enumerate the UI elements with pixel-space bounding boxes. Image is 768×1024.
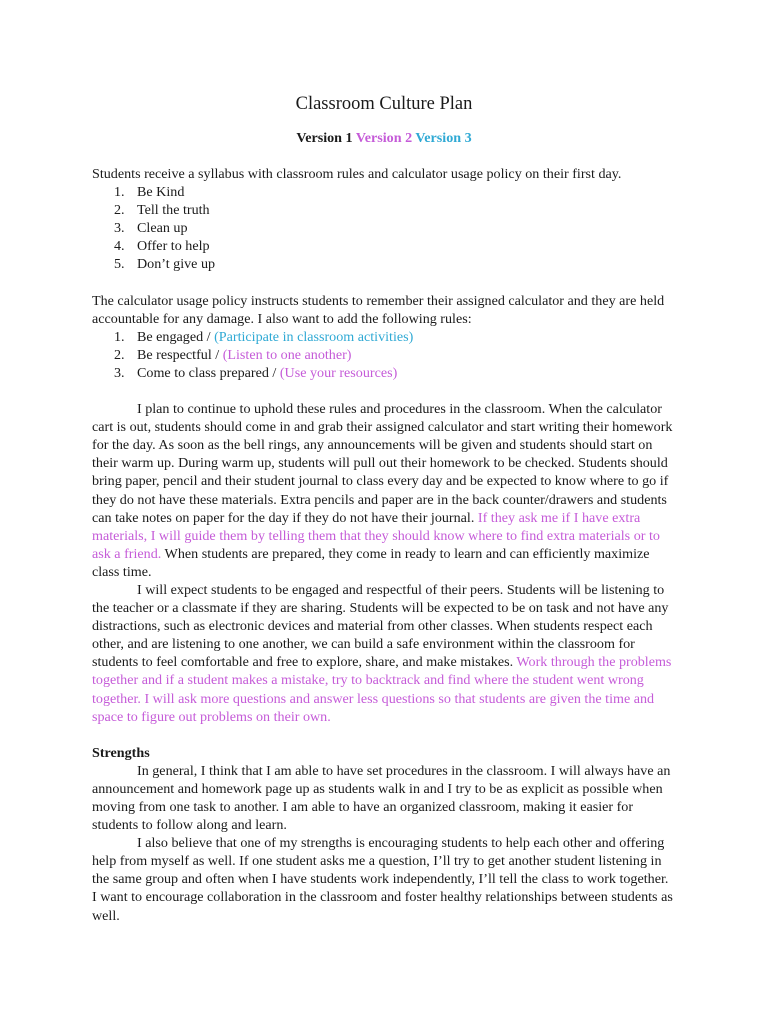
list-number: 2.: [114, 346, 125, 363]
spacer: [92, 274, 676, 292]
list-item: [92, 346, 676, 364]
list-item: [92, 183, 676, 201]
list-number: 4.: [114, 238, 125, 255]
list-note: (Use your resources): [279, 364, 398, 381]
list-text: Come to class prepared /: [137, 364, 280, 381]
intro-paragraph: Students receive a syllabus with classroom rules and calculator usage policy on their first day.: [92, 166, 622, 182]
list-text: Be respectful /: [137, 346, 223, 363]
added-rules-list: [92, 328, 676, 382]
strengths-paragraph-1: In general, I think that I am able to have set procedures in the classroom. I will always have an announcement and homework page up as students walk in and I try to be as explicit as possible when moving from one task to another. I am able to have an organized classroom, making it easier for students to follow along and learn.: [92, 762, 671, 834]
paragraph-highlight: Work through the problems together and if a student makes a mistake, try to backtrack and find where the student went wrong together. I will ask more questions and answer less questions so that students are given the time and space to figure out problems on their own.: [92, 654, 672, 725]
version-2-label: Version 2: [355, 130, 413, 146]
procedures-paragraph: [92, 400, 676, 581]
list-text: Be engaged /: [137, 328, 215, 345]
page-title: Classroom Culture Plan: [295, 94, 473, 114]
strengths-heading: Strengths: [92, 744, 150, 761]
spacer: [92, 382, 676, 400]
list-item: [92, 201, 676, 219]
list-note: (Listen to one another): [222, 346, 352, 363]
list-number: 1.: [114, 328, 125, 345]
list-text: Clean up: [137, 220, 188, 237]
version-line: [92, 129, 676, 147]
spacer: [92, 726, 676, 744]
paragraph-text: I plan to continue to uphold these rules and procedures in the classroom. When the calculator cart is out, students should come in and grab their assigned calculator and start writing their homework for the day. As soon as the bell rings, any announcements will be given and students should start on their warm up. During warm up, students will pull out their homework to be checked. Students should bring paper, pencil and their student journal to class every day and be expected to know where to go if they do not have these materials. Extra pencils and paper are in the back counter/drawers and students can take notes on paper for the day if they do not have their journal.: [92, 401, 673, 526]
list-item: [92, 364, 676, 382]
list-text: Be Kind: [137, 184, 185, 201]
version-1-label: Version 1: [296, 130, 353, 146]
list-number: 1.: [114, 184, 125, 201]
paragraph-highlight: If they ask me if I have extra materials, I will guide them by telling them that they should know where to find extra materials or to ask a friend.: [92, 509, 660, 562]
list-text: Don’t give up: [137, 256, 216, 273]
paragraph-text: I will expect students to be engaged and respectful of their peers. Students will be listening to the teacher or a classmate if they are sharing. Students will be expected to be on task and not have any distractions, such as electronic devices and material from other classes. When students respect each other, and are listening to one another, we can build a safe environment within the classroom for students to feel comfortable and free to explore, share, and make mistakes.: [92, 581, 669, 671]
list-note: (Participate in classroom activities): [214, 328, 414, 345]
version-3-label: Version 3: [415, 130, 472, 146]
list-number: 5.: [114, 256, 125, 273]
strengths-paragraph-2: I also believe that one of my strengths is encouraging students to help each other and offering help from myself as well. If one student asks me a question, I’ll try to get another student listening in the same group and often when I have students work independently, I’ll tell the class to work together. I want to encourage collaboration in the classroom and foster healthy relationships between students as well.: [92, 835, 673, 924]
list-item: [92, 328, 676, 346]
rules-list: [92, 183, 676, 273]
list-number: 3.: [114, 220, 125, 237]
list-number: 3.: [114, 364, 125, 381]
list-item: [92, 255, 676, 273]
list-item: [92, 237, 676, 255]
list-number: 2.: [114, 202, 125, 219]
paragraph-text: When students are prepared, they come in ready to learn and can efficiently maximize class time.: [92, 545, 650, 580]
expectations-paragraph: [92, 581, 676, 726]
policy-paragraph: The calculator usage policy instructs students to remember their assigned calculator and they are held accountable for any damage. I also want to add the following rules:: [92, 292, 665, 327]
list-text: Tell the truth: [137, 202, 210, 219]
list-text: Offer to help: [137, 238, 210, 255]
list-item: [92, 219, 676, 237]
